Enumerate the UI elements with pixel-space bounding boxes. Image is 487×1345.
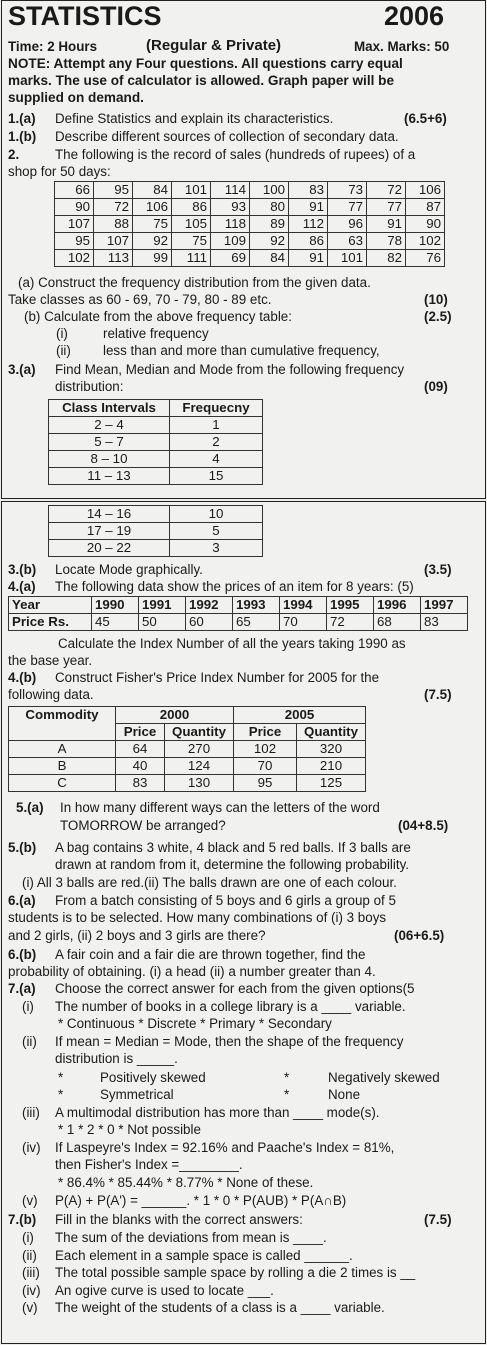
q2-intro-1: The following is the record of sales (hundreds of rupees) of a <box>55 147 416 162</box>
sales-value-cell: 76 <box>406 250 445 267</box>
frequency-cell: 5 <box>170 523 263 540</box>
sales-value-cell: 90 <box>55 199 94 216</box>
year-cell: 1993 <box>233 597 280 614</box>
sales-value-cell: 102 <box>55 250 94 267</box>
quantity-2005-cell: 320 <box>297 741 366 758</box>
sales-value-cell: 82 <box>367 250 406 267</box>
year-cell: 1994 <box>280 597 327 614</box>
table-row <box>55 216 445 233</box>
sales-value-cell: 87 <box>406 199 445 216</box>
q2a-line-2: Take classes as 60 - 69, 70 - 79, 80 - 89 etc. <box>8 292 272 307</box>
table-row <box>55 250 445 267</box>
q3a-text-2: distribution: <box>55 379 124 394</box>
class-interval-cell: 14 – 16 <box>49 506 170 523</box>
q7a-number: 7.(a) <box>8 981 36 996</box>
q7b-item-text: The total possible sample space by rolling a die 2 times is __ <box>55 1265 416 1280</box>
q7a-iv-text-1: If Laspeyre's Index = 92.16% and Paache's Index = 81%, <box>55 1140 395 1155</box>
table-row <box>55 199 445 216</box>
sales-value-cell: 95 <box>55 233 94 250</box>
q4a-calc-1: Calculate the Index Number of all the years taking 1990 as <box>58 636 406 651</box>
sales-value-cell: 92 <box>250 233 289 250</box>
sales-value-cell: 89 <box>250 216 289 233</box>
sales-value-cell: 75 <box>172 233 211 250</box>
col-price-2000: Price <box>116 724 165 741</box>
sales-value-cell: 105 <box>172 216 211 233</box>
sales-value-cell: 107 <box>55 216 94 233</box>
q7a-iv-options: * 86.4% * 85.44% * 8.77% * None of these. <box>58 1175 314 1190</box>
frequency-cell: 4 <box>170 451 263 468</box>
q6a-text-3: and 2 girls, (ii) 2 boys and 3 girls are there? <box>8 928 266 943</box>
q7a-ii-bullet-1: * <box>58 1070 64 1085</box>
q5b-number: 5.(b) <box>8 840 37 855</box>
table-row <box>49 540 263 557</box>
q4b-marks: (7.5) <box>424 687 452 702</box>
sales-value-cell: 99 <box>133 250 172 267</box>
q7a-iv-text-2: then Fisher's Index =________. <box>55 1157 243 1172</box>
class-interval-cell: 2 – 4 <box>49 417 170 434</box>
year-cell: 1992 <box>186 597 233 614</box>
price-table <box>8 596 468 631</box>
sales-value-cell: 78 <box>367 233 406 250</box>
q2a-marks: (10) <box>424 292 448 307</box>
frequency-cell: 1 <box>170 417 263 434</box>
note-line-3: supplied on demand. <box>8 90 144 105</box>
sales-value-cell: 101 <box>328 250 367 267</box>
sales-table <box>54 181 445 267</box>
q7a-ii-option-2: Negatively skewed <box>328 1070 440 1085</box>
table-row <box>9 775 366 792</box>
quantity-2000-cell: 270 <box>165 741 234 758</box>
sales-value-cell: 83 <box>289 182 328 199</box>
q7b-item-number: (iv) <box>22 1282 41 1298</box>
price-cell: 68 <box>374 614 421 631</box>
q7b-item-text: An ogive curve is used to locate ___. <box>55 1282 274 1298</box>
q7b-item-text: The weight of the students of a class is a ____ variable. <box>55 1300 385 1315</box>
q2b-marks: (2.5) <box>424 309 452 324</box>
table-row <box>49 451 263 468</box>
q5b-text-2: drawn at random from it, determine the following probability. <box>55 857 410 872</box>
sales-value-cell: 93 <box>211 199 250 216</box>
sales-value-cell: 88 <box>94 216 133 233</box>
q2a-line-1: (a) Construct the frequency distribution from the given data. <box>18 275 371 290</box>
q3b-text: Locate Mode graphically. <box>55 562 203 577</box>
q5a-number: 5.(a) <box>16 800 44 815</box>
q6b-text-2: probability of obtaining. (i) a head (ii) a number greater than 4. <box>8 964 376 979</box>
quantity-2000-cell: 124 <box>165 758 234 775</box>
price-cell: 60 <box>186 614 233 631</box>
sales-value-cell: 75 <box>133 216 172 233</box>
sales-value-cell: 63 <box>328 233 367 250</box>
frequency-cell: 15 <box>170 468 263 485</box>
sales-value-cell: 66 <box>55 182 94 199</box>
col-class-intervals: Class Intervals <box>49 400 170 417</box>
table-row <box>55 233 445 250</box>
col-year-2005: 2005 <box>234 707 366 724</box>
class-interval-cell: 20 – 22 <box>49 540 170 557</box>
q2b-ii-number: (ii) <box>56 343 71 358</box>
q7a-v-number: (v) <box>22 1193 38 1208</box>
sales-value-cell: 100 <box>250 182 289 199</box>
price-cell: 45 <box>92 614 139 631</box>
table-row <box>49 523 263 540</box>
q2b-ii-text: less than and more than cumulative frequency, <box>103 343 380 358</box>
q7a-ii-option-3: Symmetrical <box>100 1087 174 1102</box>
q3a-marks: (09) <box>424 379 448 394</box>
q7a-ii-text-2: distribution is _____. <box>55 1051 178 1066</box>
frequency-cell: 2 <box>170 434 263 451</box>
year-cell: 1996 <box>374 597 421 614</box>
q3b-marks: (3.5) <box>424 562 452 577</box>
col-commodity: Commodity <box>9 707 116 741</box>
q5b-text-1: A bag contains 3 white, 4 black and 5 red balls. If 3 balls are <box>55 840 411 855</box>
q7a-iii-number: (iii) <box>22 1105 40 1120</box>
sales-value-cell: 92 <box>133 233 172 250</box>
q7a-ii-bullet-4: * <box>284 1087 290 1102</box>
q1a-text: Define Statistics and explain its characteristics. <box>55 111 334 126</box>
q7a-ii-option-4: None <box>328 1087 361 1102</box>
table-row <box>49 468 263 485</box>
year-cell: 1990 <box>92 597 139 614</box>
q6a-text-1: From a batch consisting of 5 boys and 6 girls a group of 5 <box>55 893 396 908</box>
q7b-item-number: (i) <box>22 1230 34 1245</box>
q7b-item-text: The sum of the deviations from mean is ____. <box>55 1230 327 1245</box>
year-cell: 1997 <box>421 597 468 614</box>
q6b-text-1: A fair coin and a fair die are thrown together, find the <box>55 947 366 962</box>
sales-value-cell: 72 <box>94 199 133 216</box>
q4b-text-1: Construct Fisher's Price Index Number for 2005 for the <box>55 670 380 685</box>
sales-value-cell: 101 <box>172 182 211 199</box>
table-row <box>55 182 445 199</box>
table-row <box>9 741 366 758</box>
price-2005-cell: 102 <box>234 741 297 758</box>
q7a-iii-options: * 1 * 2 * 0 * Not possible <box>58 1122 201 1137</box>
q1a-marks: (6.5+6) <box>404 111 447 126</box>
sales-value-cell: 118 <box>211 216 250 233</box>
q7b-item-number: (v) <box>22 1300 38 1315</box>
note-line-1: NOTE: Attempt any Four questions. All questions carry equal <box>8 56 403 71</box>
sales-value-cell: 84 <box>250 250 289 267</box>
sales-value-cell: 106 <box>133 199 172 216</box>
table-row <box>9 758 366 775</box>
class-interval-cell: 17 – 19 <box>49 523 170 540</box>
q4a-calc-2: the base year. <box>8 653 93 668</box>
q7a-ii-bullet-2: * <box>284 1070 290 1085</box>
col-frequency: Frequecny <box>170 400 263 417</box>
time-allowed: Time: 2 Hours <box>8 39 98 54</box>
q5a-marks: (04+8.5) <box>398 818 449 833</box>
sales-value-cell: 113 <box>94 250 133 267</box>
class-interval-cell: 11 – 13 <box>49 468 170 485</box>
sales-value-cell: 91 <box>289 250 328 267</box>
col-quantity-2005: Quantity <box>297 724 366 741</box>
row-label-price: Price Rs. <box>9 614 92 631</box>
q1b-number: 1.(b) <box>8 129 37 144</box>
col-quantity-2000: Quantity <box>165 724 234 741</box>
sales-value-cell: 80 <box>250 199 289 216</box>
sales-value-cell: 77 <box>367 199 406 216</box>
price-2000-cell: 83 <box>116 775 165 792</box>
table-row <box>49 417 263 434</box>
q2b-line: (b) Calculate from the above frequency table: <box>24 309 292 324</box>
q7a-i-text: The number of books in a college library is a ____ variable. <box>55 999 406 1014</box>
frequency-cell: 10 <box>170 506 263 523</box>
q4b-number: 4.(b) <box>8 670 37 685</box>
max-marks: Max. Marks: 50 <box>354 39 450 54</box>
sales-value-cell: 73 <box>328 182 367 199</box>
commodity-name-cell: A <box>9 741 116 758</box>
sales-value-cell: 86 <box>289 233 328 250</box>
exam-year: 2006 <box>384 1 445 31</box>
sales-value-cell: 96 <box>328 216 367 233</box>
frequency-cell: 3 <box>170 540 263 557</box>
quantity-2005-cell: 210 <box>297 758 366 775</box>
price-cell: 83 <box>421 614 468 631</box>
price-cell: 65 <box>233 614 280 631</box>
price-cell: 50 <box>139 614 186 631</box>
q7a-v-text: P(A) + P(A') = ______. * 1 * 0 * P(AUB) * P(A∩B) <box>55 1193 347 1208</box>
sales-value-cell: 106 <box>406 182 445 199</box>
q5a-text-1: In how many different ways can the letters of the word <box>60 800 380 815</box>
q4a-text: The following data show the prices of an item for 8 years: (5) <box>55 579 414 594</box>
sales-value-cell: 109 <box>211 233 250 250</box>
q7b-marks: (7.5) <box>424 1212 452 1227</box>
price-2005-cell: 95 <box>234 775 297 792</box>
q7a-iv-number: (iv) <box>22 1140 41 1155</box>
table-row <box>49 434 263 451</box>
q7b-number: 7.(b) <box>8 1212 37 1227</box>
q3b-number: 3.(b) <box>8 562 37 577</box>
year-cell: 1991 <box>139 597 186 614</box>
q6a-marks: (06+6.5) <box>394 928 445 943</box>
quantity-2005-cell: 125 <box>297 775 366 792</box>
class-interval-cell: 8 – 10 <box>49 451 170 468</box>
q7b-item-text: Each element in a sample space is called ______. <box>55 1247 353 1263</box>
q7a-iii-text: A multimodal distribution has more than ____ mode(s). <box>55 1105 380 1120</box>
frequency-table-bottom <box>48 505 263 557</box>
q2-number: 2. <box>8 147 20 162</box>
q7a-i-options: * Continuous * Discrete * Primary * Secondary <box>58 1016 332 1031</box>
q7a-i-number: (i) <box>22 999 34 1014</box>
frequency-table-top <box>48 399 263 485</box>
col-year-2000: 2000 <box>116 707 234 724</box>
sales-value-cell: 84 <box>133 182 172 199</box>
price-2000-cell: 40 <box>116 758 165 775</box>
q3a-text-1: Find Mean, Median and Mode from the following frequency <box>55 362 405 377</box>
q1b-text: Describe different sources of collection of secondary data. <box>55 129 399 144</box>
quantity-2000-cell: 130 <box>165 775 234 792</box>
col-price-2005: Price <box>234 724 297 741</box>
sales-value-cell: 69 <box>211 250 250 267</box>
price-cell: 72 <box>327 614 374 631</box>
sales-value-cell: 86 <box>172 199 211 216</box>
sales-value-cell: 90 <box>406 216 445 233</box>
commodity-name-cell: B <box>9 758 116 775</box>
table-row <box>49 506 263 523</box>
class-interval-cell: 5 – 7 <box>49 434 170 451</box>
sales-value-cell: 95 <box>94 182 133 199</box>
q4b-text-2: following data. <box>8 687 94 702</box>
q7a-ii-bullet-3: * <box>58 1087 64 1102</box>
sales-value-cell: 114 <box>211 182 250 199</box>
q1a-number: 1.(a) <box>8 111 36 126</box>
price-cell: 70 <box>280 614 327 631</box>
sales-value-cell: 77 <box>328 199 367 216</box>
q5a-text-2: TOMORROW be arranged? <box>60 818 226 833</box>
q7a-ii-text-1: If mean = Median = Mode, then the shape of the frequency <box>55 1034 404 1049</box>
price-2000-cell: 64 <box>116 741 165 758</box>
commodity-table <box>8 706 366 792</box>
q6a-text-2: students is to be selected. How many combinations of (i) 3 boys <box>8 910 387 925</box>
sales-value-cell: 72 <box>367 182 406 199</box>
q7a-ii-number: (ii) <box>22 1034 37 1049</box>
q7a-ii-option-1: Positively skewed <box>100 1070 206 1085</box>
q7b-text: Fill in the blanks with the correct answers: <box>55 1212 303 1227</box>
sales-value-cell: 111 <box>172 250 211 267</box>
sales-value-cell: 112 <box>289 216 328 233</box>
price-2005-cell: 70 <box>234 758 297 775</box>
q5b-parts: (i) All 3 balls are red.(ii) The balls drawn are one of each colour. <box>22 875 397 890</box>
subject-title: STATISTICS <box>8 1 162 31</box>
commodity-name-cell: C <box>9 775 116 792</box>
exam-mode: (Regular & Private) <box>146 37 282 54</box>
q3a-number: 3.(a) <box>8 362 36 377</box>
q4a-number: 4.(a) <box>8 579 36 594</box>
q7b-item-number: (ii) <box>22 1247 37 1263</box>
year-cell: 1995 <box>327 597 374 614</box>
q2-intro-2: shop for 50 days: <box>8 164 111 179</box>
sales-value-cell: 102 <box>406 233 445 250</box>
q6a-number: 6.(a) <box>8 893 36 908</box>
sales-value-cell: 91 <box>289 199 328 216</box>
q2b-i-number: (i) <box>56 326 68 341</box>
q7a-text: Choose the correct answer for each from the given options(5 <box>55 981 415 996</box>
sales-value-cell: 107 <box>94 233 133 250</box>
sales-value-cell: 91 <box>367 216 406 233</box>
q7b-item-number: (iii) <box>22 1265 40 1280</box>
q6b-number: 6.(b) <box>8 947 37 962</box>
q2b-i-text: relative frequency <box>103 326 209 341</box>
note-line-2: marks. The use of calculator is allowed. Graph paper will be <box>8 73 395 88</box>
row-label-year: Year <box>9 597 92 614</box>
